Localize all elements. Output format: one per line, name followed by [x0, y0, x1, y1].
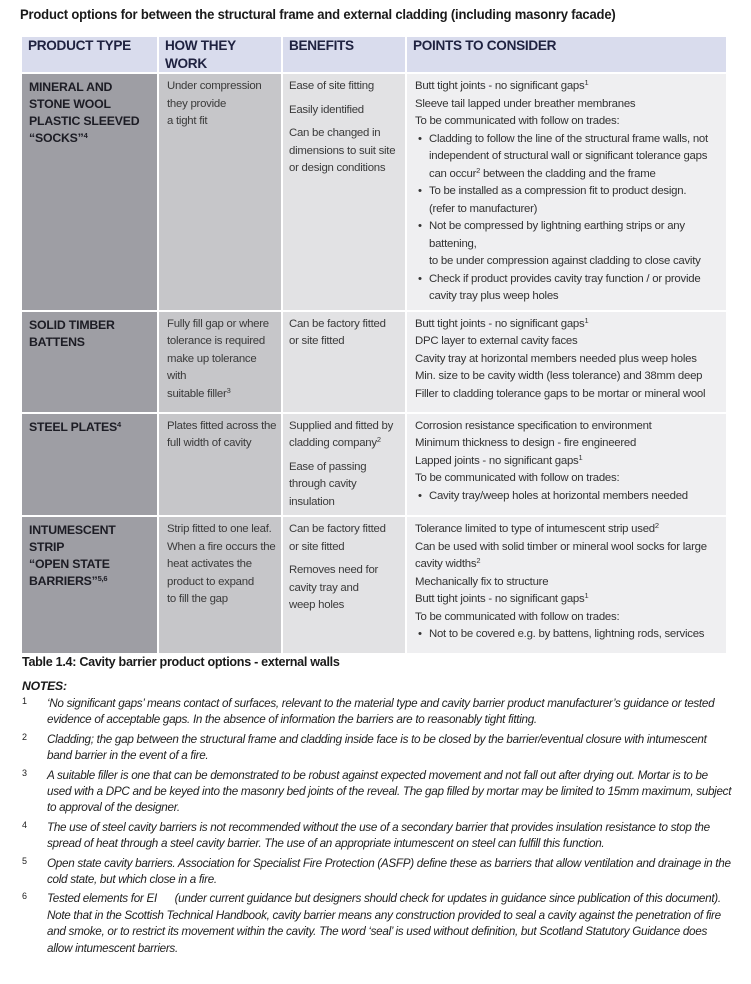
table-header-row [22, 37, 726, 74]
note-number: 5 [22, 855, 27, 866]
note-number: 4 [22, 819, 27, 830]
product-type-line: INTUMESCENT STRIP [29, 523, 116, 554]
product-type-line: PLASTIC SLEEVED [29, 114, 140, 128]
product-type-cell [22, 414, 159, 518]
point-line: Corrosion resistance specification to environment [415, 419, 652, 432]
how-they-work-cell [159, 74, 283, 312]
note-text: A suitable filler is one that can be demonstrated to be robust against expected movement and not fall out after drying out. Mortar is to be used with a DPC and be keyed into the masonry bed joints of the reveal. The gap filled by mortar may be limited to 15mm maximum, subject to approval of the designer. [47, 768, 732, 815]
product-type-line: BATTENS [29, 334, 85, 349]
product-type-cell [22, 312, 159, 414]
points-cell [407, 414, 726, 518]
table-row [22, 517, 726, 655]
product-type-line: “OPEN STATE [29, 557, 110, 571]
product-type-line: MINERAL AND [29, 80, 113, 94]
point-line: Lapped joints - no significant gaps$^1$ [415, 452, 583, 467]
how-line: Fully fill gap or where [167, 317, 269, 330]
how-they-work-cell [159, 517, 283, 655]
table-caption: Table 1.4: Cavity barrier product options - external walls [22, 655, 340, 669]
cavity-barrier-table [22, 37, 726, 655]
point-line: Minimum thickness to design - fire engineered [415, 437, 637, 449]
note-number: 3 [22, 767, 27, 778]
point-line: Butt tight joints - no significant gaps$^1$ [415, 591, 589, 605]
benefit-item: Supplied and fitted by cladding company$^2$ [289, 419, 394, 449]
benefit-item: Can be factory fitted or site fitted [289, 317, 386, 347]
note-item [22, 768, 732, 817]
benefits-cell [283, 414, 407, 518]
point-line: To be communicated with follow on trades: [415, 115, 620, 127]
benefit-item: Can be factory fitted or site fitted [289, 523, 386, 553]
product-type-line: STONE WOOL [29, 97, 111, 111]
point-line: Filler to cladding tolerance gaps to be mortar or mineral wool [415, 387, 706, 400]
benefits-cell [283, 517, 407, 655]
note-item [22, 891, 732, 957]
point-line: cavity widths$^2$ [415, 556, 481, 570]
note-text: ‘No significant gaps’ means contact of surfaces, relevant to the material type and cavity barrier product manufacturer’s guidance or tested evidence of acceptable gaps. In the absence of information the barriers are to reasonably tight fitting. [47, 697, 715, 727]
header-points-to-consider: POINTS TO CONSIDER [407, 37, 726, 74]
point-line: To be communicated with follow on trades: [415, 472, 620, 484]
header-how-they-work: HOW THEY WORK [159, 37, 283, 74]
note-item [22, 696, 732, 729]
bullet-item: • Cavity tray/weep holes at horizontal members needed [415, 488, 718, 506]
how-line: Strip fitted to one leaf. [167, 523, 272, 535]
how-line: Under compression [167, 80, 262, 92]
how-line: tolerance is required [167, 335, 265, 347]
point-line: To be communicated with follow on trades: [415, 610, 620, 623]
note-text: Cladding; the gap between the structural frame and cladding inside face is to be closed by the barrier/eventual closure with intumescent band barrier in the event of a fire. [47, 732, 707, 763]
benefit-item: Ease of passing through cavity insulation [289, 460, 367, 508]
note-text: The use of steel cavity barriers is not recommended without the use of a secondary barrier that provides insulation resistance to stop the spread of heat through a steel cavity barrier. The use of an appropriate intumescent on steel can fulfill this function. [47, 820, 710, 851]
note-item [22, 856, 732, 889]
benefits-cell [283, 312, 407, 414]
product-type-cell [22, 517, 159, 655]
how-they-work-cell [159, 312, 283, 414]
benefit-item: Easily identified [289, 103, 364, 116]
how-line: full width of cavity [167, 437, 252, 449]
how-line: heat activates the [167, 558, 252, 570]
points-cell [407, 517, 726, 655]
product-type-cell [22, 74, 159, 312]
notes-list [22, 696, 732, 960]
note-number: 6 [22, 891, 27, 902]
table-row [22, 74, 726, 312]
header-product-type: PRODUCT TYPE [22, 37, 159, 74]
benefit-item: Can be changed in dimensions to suit site or design conditions [289, 127, 396, 174]
point-line: Min. size to be cavity width (less tolerance) and 38mm deep [415, 370, 703, 382]
points-cell [407, 312, 726, 414]
header-benefits: BENEFITS [283, 37, 407, 74]
note-text: Tested elements for EI (under current guidance but designers should check for updates in guidance since publication of this document). Note that in the Scottish Technical Handbook, cavity barrier means any construction provided to seal a cavity against the penetration of fire and smoke, or to restrict its movement within the cavity. The word ‘seal’ is used without definition, but Scotland Statutory Guidance does allow intumescent barriers. [47, 892, 724, 955]
point-line: Sleeve tail lapped under breather membranes [415, 97, 636, 110]
notes-heading: NOTES: [22, 679, 67, 693]
point-line: DPC layer to external cavity faces [415, 335, 578, 347]
benefit-item: Ease of site fitting [289, 80, 374, 92]
note-item [22, 820, 732, 853]
bullet-item: • Cladding to follow the line of the structural frame walls, not independent of structural wall or significant tolerance gaps can occur$^2$ between the cladding and the frame [415, 131, 718, 184]
how-line: a tight fit [167, 115, 208, 127]
how-line: product to expand [167, 575, 254, 588]
how-line: to fill the gap [167, 593, 228, 605]
benefit-item: Removes need for cavity tray and weep holes [289, 564, 379, 611]
product-type-line: STEEL PLATES$^4$ [29, 419, 122, 434]
how-line: make up tolerance with [167, 352, 257, 382]
benefits-cell [283, 74, 407, 312]
how-line: When a fire occurs the [167, 540, 276, 553]
how-line: suitable filler$^3$ [167, 385, 231, 400]
note-number: 2 [22, 731, 27, 742]
product-type-line: SOLID TIMBER [29, 317, 115, 332]
table-row [22, 414, 726, 518]
product-type-line: BARRIERS”$^{5,6}$ [29, 574, 108, 588]
bullet-item: • Not to be covered e.g. by battens, lightning rods, services [415, 626, 718, 644]
note-item [22, 732, 732, 765]
product-type-line: “SOCKS”$^4$ [29, 131, 88, 145]
how-line: Plates fitted across the [167, 419, 277, 432]
point-line: Cavity tray at horizontal members needed plus weep holes [415, 352, 697, 365]
table-row [22, 312, 726, 414]
page-title: Product options for between the structural frame and external cladding (including masonry facade) [20, 7, 616, 22]
point-line: Butt tight joints - no significant gaps$^1$ [415, 315, 589, 330]
points-cell [407, 74, 726, 312]
point-line: Can be used with solid timber or mineral wool socks for large [415, 540, 707, 553]
bullet-item: • Check if product provides cavity tray function / or provide cavity tray plus weep holes [415, 271, 718, 306]
note-number: 1 [22, 696, 27, 706]
how-they-work-cell [159, 414, 283, 518]
point-line: Butt tight joints - no significant gaps$^1$ [415, 78, 589, 92]
bullet-item: • Not be compressed by lightning earthing strips or any battening, to be under compression against cladding to close cavity [415, 218, 718, 271]
bullet-item: • To be installed as a compression fit to product design. (refer to manufacturer) [415, 183, 718, 218]
point-line: Tolerance limited to type of intumescent strip used$^2$ [415, 521, 659, 535]
how-line: they provide [167, 97, 227, 110]
point-line: Mechanically fix to structure [415, 575, 549, 588]
note-text: Open state cavity barriers. Association for Specialist Fire Protection (ASFP) define these as barriers that allow ventilation and drainage in the cold state, but which close in a fire. [47, 856, 731, 887]
